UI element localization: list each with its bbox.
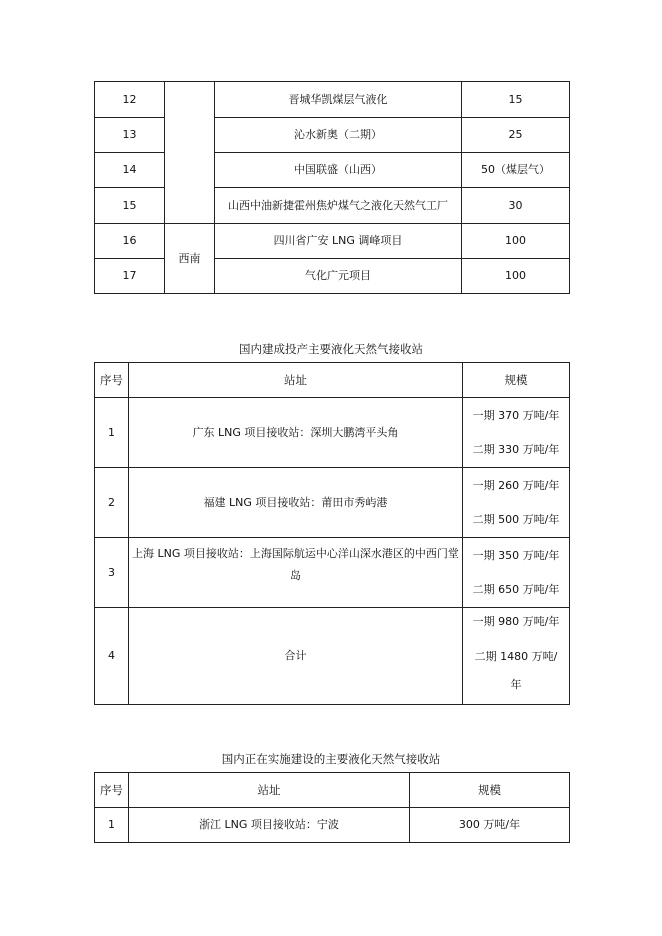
row-number: 13 [95,118,165,153]
header-scale: 规模 [463,363,570,398]
row-number: 16 [95,224,165,259]
phase2-scale: 二期 500 万吨/年 [472,512,560,526]
table-row [95,808,570,843]
terminal-scale [463,468,570,538]
row-number: 17 [95,259,165,294]
plant-capacity: 100 [462,224,570,259]
row-number: 2 [95,468,129,538]
terminal-scale [463,538,570,608]
plant-capacity: 15 [462,82,570,118]
terminal-scale: 300 万吨/年 [410,808,570,843]
row-number: 12 [95,82,165,118]
plant-capacity: 50（煤层气） [462,153,570,188]
phase2-scale: 二期 330 万吨/年 [472,442,560,456]
header-no: 序号 [95,363,129,398]
table-row [95,538,570,608]
terminal-site: 福建 LNG 项目接收站：莆田市秀屿港 [129,468,463,538]
plant-capacity: 30 [462,188,570,224]
region-cell [165,82,215,224]
row-number: 3 [95,538,129,608]
plant-name: 气化广元项目 [215,259,462,294]
under-construction-terminals-table [94,772,570,843]
row-number: 4 [95,608,129,705]
terminal-site: 广东 LNG 项目接收站：深圳大鹏湾平头角 [129,398,463,468]
phase1-scale: 一期 350 万吨/年 [472,548,560,562]
row-number: 15 [95,188,165,224]
completed-terminals-table [94,362,570,705]
region-southwest: 西南 [165,224,215,294]
table-row [95,82,570,118]
table-header-row [95,773,570,808]
terminal-site-text: 上海 LNG 项目接收站：上海国际航运中心洋山深水港区的中西门堂岛 [132,546,459,582]
header-scale: 规模 [410,773,570,808]
table-row [95,224,570,259]
lng-plant-table [94,81,570,294]
table-caption-completed: 国内建成投产主要液化天然气接收站 [239,342,423,356]
terminal-site [129,538,463,608]
phase1-scale: 一期 370 万吨/年 [472,408,560,422]
header-site: 站址 [129,363,463,398]
plant-name: 中国联盛（山西） [215,153,462,188]
header-no: 序号 [95,773,129,808]
plant-name: 山西中油新捷霍州焦炉煤气之液化天然气工厂 [215,188,462,224]
table-row [95,398,570,468]
plant-name: 沁水新奥（二期） [215,118,462,153]
header-site: 站址 [129,773,410,808]
plant-name: 晋城华凯煤层气液化 [215,82,462,118]
row-number: 14 [95,153,165,188]
plant-capacity: 25 [462,118,570,153]
terminal-site: 浙江 LNG 项目接收站：宁波 [129,808,410,843]
row-number: 1 [95,398,129,468]
phase1-scale: 一期 980 万吨/年 [472,615,560,628]
terminal-site-total: 合计 [129,608,463,705]
plant-name: 四川省广安 LNG 调峰项目 [215,224,462,259]
phase2-scale: 二期 1480 万吨/年 [474,650,558,691]
table-row [95,468,570,538]
table-header-row [95,363,570,398]
table-row [95,608,570,705]
phase2-scale: 二期 650 万吨/年 [472,582,560,596]
table-caption-under-construction: 国内正在实施建设的主要液化天然气接收站 [221,752,441,766]
phase1-scale: 一期 260 万吨/年 [472,478,560,492]
terminal-scale [463,608,570,705]
plant-capacity: 100 [462,259,570,294]
row-number: 1 [95,808,129,843]
terminal-scale [463,398,570,468]
